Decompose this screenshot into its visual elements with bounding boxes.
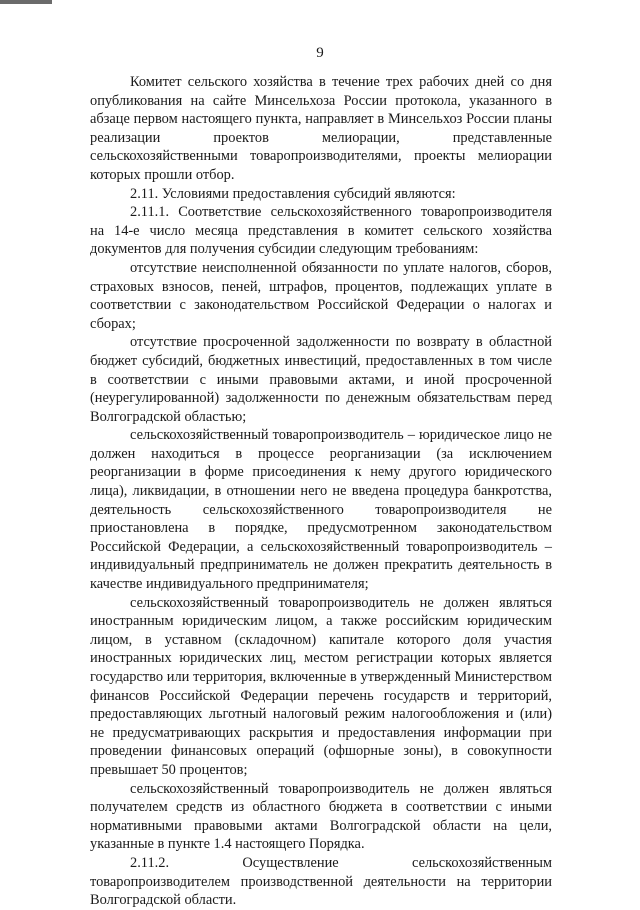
paragraph-not-foreign-entity: сельскохозяйственный товаропроизводитель не должен являться иностранным юридическим лицом, а также российским юридическим лицом, в уставном (складочном) капитале которого доля участия иностранных юридических лиц, местом регистрации которых является государство или территория, включенные в утвержденный Министерством финансов Российской Федерации перечень государств и территорий, предоставляющих льготный налоговый режим налогообложения и (или) не предусматривающих раскрытия и предоставления информации при проведении финансовых операций (офшорные зоны), в совокупности превышает 50 процентов; [90,594,552,778]
paragraph-2-11-1: 2.11.1. Соответствие сельскохозяйственного товаропроизводителя на 14-е число месяца представления в комитет сельского хозяйства документов для получения субсидии следующим требованиям: [90,204,552,258]
paragraph-no-overdue-debt: отсутствие просроченной задолженности по возврату в областной бюджет субсидий, бюджетных инвестиций, предоставленных в том числе в соответствии с иными правовыми актами, и иной просроченной (неурегулированной) задолженности по денежным обязательствам перед Волгоградской областью; [90,334,552,425]
paragraph-2-11-heading: 2.11. Условиями предоставления субсидий являются: [130,185,456,202]
page-number: 9 [316,45,324,61]
paragraph-no-other-funding: сельскохозяйственный товаропроизводитель не должен являться получателем средств из областного бюджета в соответствии с иными нормативными правовыми актами Волгоградской области на цели, указанные в пункте 1.4 настоящего Порядка. [90,780,552,853]
paragraph-committee-notice: Комитет сельского хозяйства в течение трех рабочих дней со дня опубликования на сайте Минсельхоза России протокола, указанного в абзаце первом настоящего пункта, направляет в Минсельхоз России планы реализации проектов мелиорации, представленные сельскохозяйственными товаропроизводителями, проекты мелиорации которых прошли отбор. [90,74,552,183]
paragraph-2-11-2: 2.11.2. Осуществление сельскохозяйственным товаропроизводителем производственной деятельности на территории Волгоградской области. [90,854,552,909]
scan-edge-mark [0,0,52,4]
paragraph-no-tax-debt: отсутствие неисполненной обязанности по уплате налогов, сборов, страховых взносов, пеней, штрафов, процентов, подлежащих уплате в соответствии с законодательством Российской Федерации о налогах и сборах; [90,259,552,332]
paragraph-no-reorganization: сельскохозяйственный товаропроизводитель – юридическое лицо не должен находиться в процессе реорганизации (за исключением реорганизации в форме присоединения к нему другого юридического лица), ликвидации, в отношении него не введена процедура банкротства, деятельность сельскохозяйственного товаропроизводителя не приостановлена в порядке, предусмотренном законодательством Российской Федерации, а сельскохозяйственный товаропроизводитель – индивидуальный предприниматель не должен прекратить деятельность в качестве индивидуального предпринимателя; [90,427,552,593]
document-body [90,73,552,910]
